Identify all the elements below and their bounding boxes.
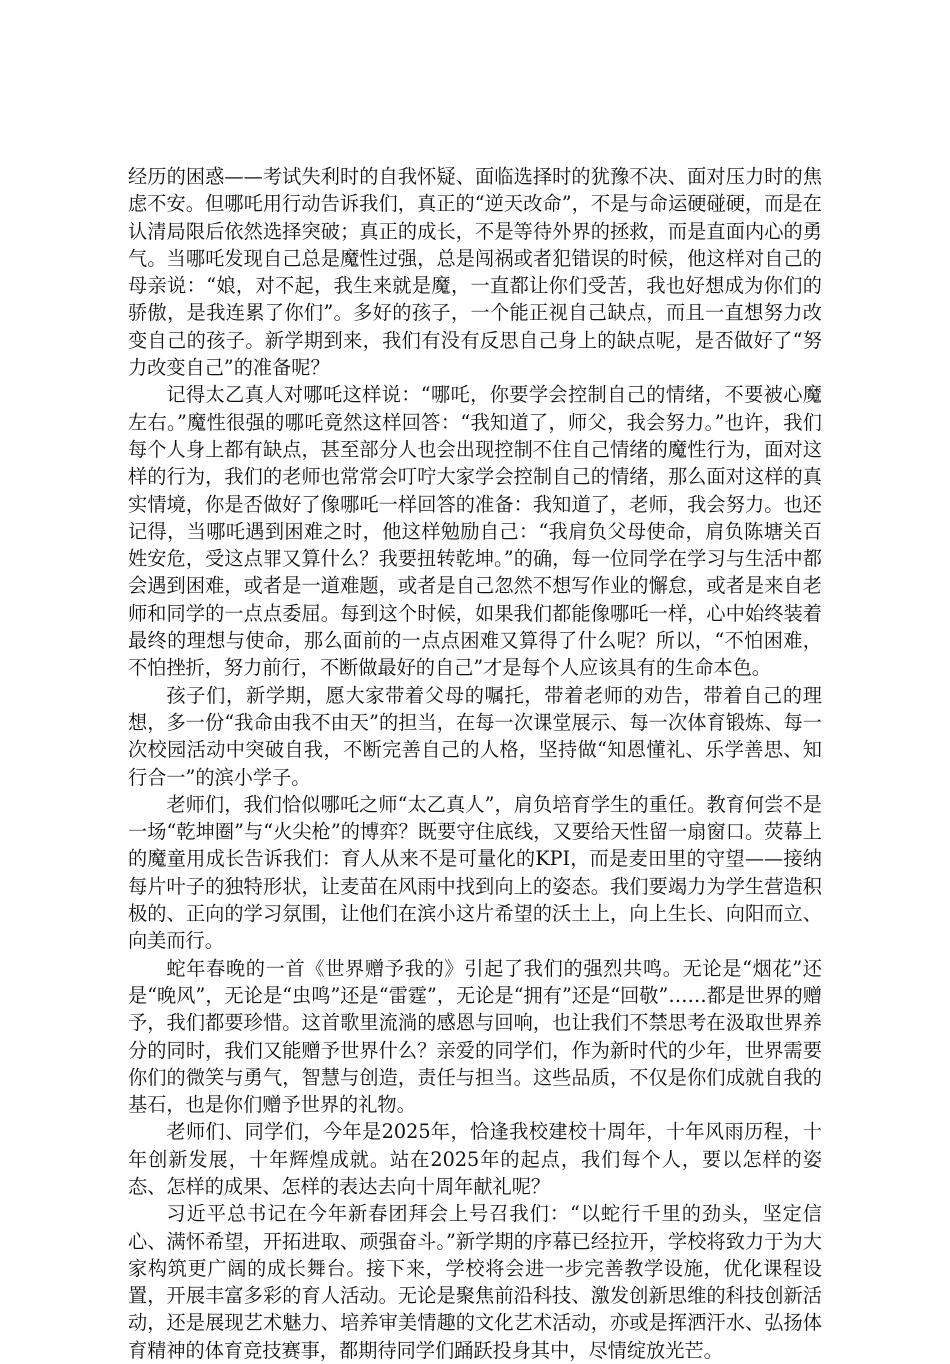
paragraph-continued: 经历的困惑——考试失利时的自我怀疑、面临选择时的犹豫不决、面对压力时的焦虑不安。但哪吒用行动告诉我们，真正的“逆天改命”，不是与命运硬碰硬，而是在认清局限后依然选择突破；真正的成长，不是等待外界的拯救，而是直面内心的勇气。当哪吒发现自己总是魔性过强，总是闯祸或者犯错误的时候，他这样对自己的母亲说：“娘，对不起，我生来就是魔，一直都让你们受苦，我也好想成为你们的骄傲，是我连累了你们”。多好的孩子，一个能正视自己缺点，而且一直想努力改变自己的孩子。新学期到来，我们有没有反思自己身上的缺点呢，是否做好了“努力改变自己”的准备呢？: [128, 165, 822, 380]
paragraph: 习近平总书记在今年新春团拜会上号召我们：“以蛇行千里的劲头，坚定信心、满怀希望，开拓进取、顽强奋斗。”新学期的序幕已经拉开，学校将致力于为大家构筑更广阔的成长舞台。接下来，学校将会进一步完善教学设施，优化课程设置，开展丰富多彩的育人活动。无论是聚焦前沿科技、激发创新思维的科技创新活动，还是展现艺术魅力、培养审美情趣的文化艺术活动，亦或是挥洒汗水、弘扬体育精神的体育竞技赛事，都期待同学们踊跃投身其中，尽情绽放光芒。: [128, 1202, 822, 1362]
paragraph: 蛇年春晚的一首《世界赠予我的》引起了我们的强烈共鸣。无论是“烟花”还是“晚风”，无论是“虫鸣”还是“雷霆”，无论是“拥有”还是“回敬”……都是世界的赠予，我们都要珍惜。这首歌里流淌的感恩与回响，也让我们不禁思考在汲取世界养分的同时，我们又能赠予世界什么？亲爱的同学们，作为新时代的少年，世界需要你们的微笑与勇气，智慧与创造，责任与担当。这些品质，不仅是你们成就自我的基石，也是你们赠予世界的礼物。: [128, 956, 822, 1117]
paragraph: 老师们、同学们，今年是2025年，恰逢我校建校十周年，十年风雨历程，十年创新发展，十年辉煌成就。站在2025年的起点，我们每个人，要以怎样的姿态、怎样的成果、怎样的表达去向十周年献礼呢？: [128, 1120, 822, 1198]
paragraph: 孩子们，新学期，愿大家带着父母的嘱托，带着老师的劝告，带着自己的理想，多一份“我命由我不由天”的担当，在每一次课堂展示、每一次体育锻炼、每一次校园活动中突破自我，不断完善自己的人格，坚持做“知恩懂礼、乐学善思、知行合一”的滨小学子。: [128, 683, 822, 789]
paragraph: 老师们，我们恰似哪吒之师“太乙真人”，肩负培育学生的重任。教育何尝不是一场“乾坤圈”与“火尖枪”的博弈？既要守住底线，又要给天性留一扇窗口。荧幕上的魔童用成长告诉我们：育人从来不是可量化的KPI，而是麦田里的守望——接纳每片叶子的独特形状，让麦苗在风雨中找到向上的姿态。我们要竭力为学生营造积极的、正向的学习氛围，让他们在滨小这片希望的沃土上，向上生长、向阳而立、向美而行。: [128, 792, 822, 953]
document-body: [128, 163, 822, 1364]
paragraph: 记得太乙真人对哪吒这样说：“哪吒，你要学会控制自己的情绪，不要被心魔左右。”魔性很强的哪吒竟然这样回答：“我知道了，师父，我会努力。”也许，我们每个人身上都有缺点，甚至部分人也会出现控制不住自己情绪的魔性行为，面对这样的行为，我们的老师也常常会叮咛大家学会控制自己的情绪，那么面对这样的真实情境，你是否做好了像哪吒一样回答的准备：我知道了，老师，我会努力。也还记得，当哪吒遇到困难之时，他这样勉励自己：“我肩负父母使命，肩负陈塘关百姓安危，受这点罪又算什么？我要扭转乾坤。”的确，每一位同学在学习与生活中都会遇到困难，或者是一道难题，或者是自己忽然不想写作业的懈怠，或者是来自老师和同学的一点点委屈。每到这个时候，如果我们都能像哪吒一样，心中始终装着最终的理想与使命，那么面前的一点点困难又算得了什么呢？所以，“不怕困难，不怕挫折，努力前行，不断做最好的自己”才是每个人应该具有的生命本色。: [128, 383, 822, 680]
